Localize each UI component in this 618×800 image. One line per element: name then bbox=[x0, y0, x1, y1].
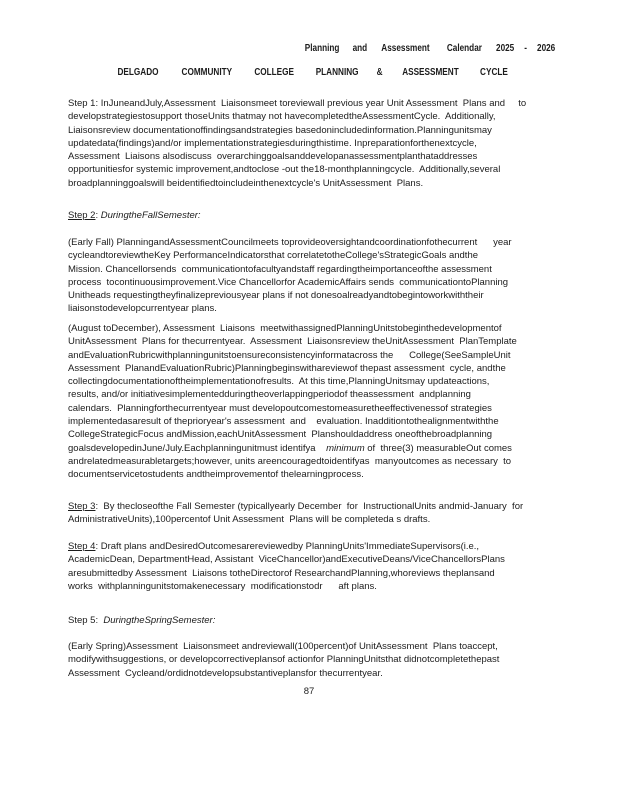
text-line: process tocontinuousimprovement.Vice Chancellorfor AcademicAffairs sends communicationtoPlanning bbox=[68, 276, 509, 288]
text-line: calendars. Planningforthecurrentyear must developoutcomestomeasuretheeffectivenessof strategies bbox=[68, 402, 492, 414]
text-line: (Early Spring)Assessment Liaisonsmeet andreviewall(100percent)of UnitAssessment Plans toaccept, bbox=[68, 641, 498, 652]
text-line bbox=[68, 442, 568, 455]
italic-text: DuringtheFallSemester: bbox=[100, 210, 201, 221]
italic-text: DuringtheSpringSemester: bbox=[103, 615, 216, 626]
heading-step5-spring-semester bbox=[68, 614, 568, 627]
text-line: broadplanninggoalswill beidentifiedtoincludeinthenextcycle's UnitAssessment Plans. bbox=[68, 177, 424, 189]
text-line bbox=[68, 614, 568, 627]
text-line: Assessment Cycleand/ordidnotdevelopsubstantiveplansfor thecurrentyear. bbox=[68, 667, 383, 679]
header-word: 2025 bbox=[495, 43, 514, 54]
header-calendar-title bbox=[301, 43, 557, 54]
text-line: Mission. Chancellorsends communicationtofacultyandstaff regardingtheimportanceofthe assessment bbox=[68, 263, 492, 275]
text-line: results, and/or initiativesimplementedduringtheoverlappingperiodof theassessment andplanning bbox=[68, 389, 471, 401]
text-line: modifywithsuggestions, or developcorrectiveplansof actionfor PlanningUnitsthat didnotcompletethepast bbox=[68, 654, 500, 666]
heading-step2-fall-semester bbox=[68, 209, 568, 222]
text-segment: Step 5: bbox=[68, 615, 104, 626]
step-label: Step 3 bbox=[68, 501, 96, 512]
paragraph-step1 bbox=[68, 97, 568, 190]
text-line bbox=[68, 500, 568, 513]
text-line: UnitAssessment Plans for thecurrentyear. Assessment Liaisonsreview theUnitAssessment PlanTemplate bbox=[68, 336, 517, 348]
text-segment: : By thecloseofthe Fall Semester (typicallyearly December for InstructionalUnits andmid-January for bbox=[95, 501, 524, 512]
header-word: Assessment bbox=[381, 43, 431, 54]
text-segment: : bbox=[95, 210, 101, 221]
text-line: collectingdocumentationoftheimplementationofresults. At this time,PlanningUnitsmay updateactions, bbox=[68, 376, 490, 388]
header-word: - bbox=[523, 43, 527, 54]
header-word: COMMUNITY bbox=[181, 67, 232, 78]
header-college-cycle-title bbox=[113, 67, 511, 78]
header-word: Calendar bbox=[446, 43, 483, 54]
text-line: (Early Fall) PlanningandAssessmentCouncilmeets toprovideoversightandcoordinationfothecurrent year bbox=[68, 237, 512, 248]
header-word: 2026 bbox=[536, 43, 555, 54]
text-line: Assessment Liaisons alsodiscuss overarchinggoalsanddevelopanassessmentplanthataddresses bbox=[68, 151, 478, 163]
header-word: PLANNING bbox=[315, 67, 359, 78]
page-number: 87 bbox=[303, 686, 315, 697]
paragraph-early-fall bbox=[68, 236, 568, 316]
text-line bbox=[68, 540, 568, 553]
step-label: Step 2 bbox=[68, 210, 96, 221]
text-line: updatedata(findings)and/or implementationstrategiesduringthistime. Inpreparationforthenextcycle, bbox=[68, 137, 477, 149]
text-line: andEvaluationRubricwithplanningunitstoensureconsistencyinformatacross the College(SeeSampleUnit bbox=[68, 349, 511, 361]
text-line: implementedasaresult of theprioryear's assessment and evaluation. Inadditiontothealignmentwiththe bbox=[68, 416, 499, 428]
text-line bbox=[68, 209, 568, 222]
paragraph-step4 bbox=[68, 540, 568, 593]
text-line: andrelatedmeasurabletargets;however, units areencouragedtoidentifyas manyoutcomes as necessary to bbox=[68, 455, 512, 467]
text-segment: goalsdevelopedinJune/July.Eachplanningunitmust identifya bbox=[68, 442, 327, 454]
text-line: Liaisonsreview documentationoffindingsandstrategies basedonincludedinformation.Planningunitsmay bbox=[68, 124, 492, 136]
text-line: aresubmittedby Assessment Liaisons totheDirectorof ResearchandPlanning,whoreviews theplansand bbox=[68, 567, 495, 579]
text-line: works withplanningunitstomakenecessary modificationstodr aft plans. bbox=[68, 580, 377, 592]
paragraph-early-spring bbox=[68, 640, 568, 680]
paragraph-step3 bbox=[68, 500, 568, 527]
text-line: documentservicetostudents andtheimprovementof thelearningprocess. bbox=[68, 469, 364, 481]
paragraph-august-to-december bbox=[68, 322, 568, 482]
text-line: Assessment PlanandEvaluationRubric)Planningbeginswithareviewof thepast assessment cycle, andthe bbox=[68, 362, 506, 374]
header-word: COLLEGE bbox=[254, 67, 294, 78]
step-label: Step 4 bbox=[68, 541, 96, 552]
italic-text: minimum bbox=[326, 442, 365, 454]
header-word: DELGADO bbox=[117, 67, 159, 78]
text-line: opportunitiesfor systemic improvement,andtoclose -out the18-monthplanningcycle. Additionally,several bbox=[68, 164, 501, 176]
text-line: (August toDecember), Assessment Liaisons meetwithassignedPlanningUnitstobeginthedevelopmentof bbox=[68, 323, 502, 334]
header-word: and bbox=[352, 43, 368, 54]
text-line: liaisonstodevelopcurrentyear plans. bbox=[68, 303, 217, 315]
header-word: Planning bbox=[304, 43, 340, 54]
text-line: AdministrativeUnits),100percentof Unit Assessment Plans will be completeda s drafts. bbox=[68, 514, 431, 526]
text-line: developstrategiestosupport thoseUnits thatmay not havecompletedtheAssessmentCycle. Additionally, bbox=[68, 111, 496, 123]
text-line: Unitheads requestingtheyfinalizepreviousyear plans if not donesoalreadyandtobegintoworkwiththeir bbox=[68, 290, 484, 302]
text-line: AcademicDean, DepartmentHead, Assistant ViceChancellor)andExecutiveDeans/ViceChancellorsPlans bbox=[68, 554, 505, 566]
text-segment: of three(3) measurableOut comes bbox=[364, 442, 512, 454]
text-line: cycleandtoreviewtheKey PerformanceIndicatorsthat correlatetotheCollege'sStrategicGoals andthe bbox=[68, 250, 479, 262]
text-line: Step 1: InJuneandJuly,Assessment Liaisonsmeet toreviewall previous year Unit Assessment Plans and to bbox=[68, 98, 527, 109]
header-word: & bbox=[376, 67, 383, 78]
header-word: CYCLE bbox=[480, 67, 508, 78]
header-word: ASSESSMENT bbox=[401, 67, 459, 78]
text-line: CollegeStrategicFocus andMission,eachUnitAssessment Planshouldaddress oneofthebroadplanning bbox=[68, 429, 493, 441]
text-segment: : Draft plans andDesiredOutcomesarereviewedby PlanningUnits'ImmediateSupervisors(i.e., bbox=[95, 541, 480, 552]
